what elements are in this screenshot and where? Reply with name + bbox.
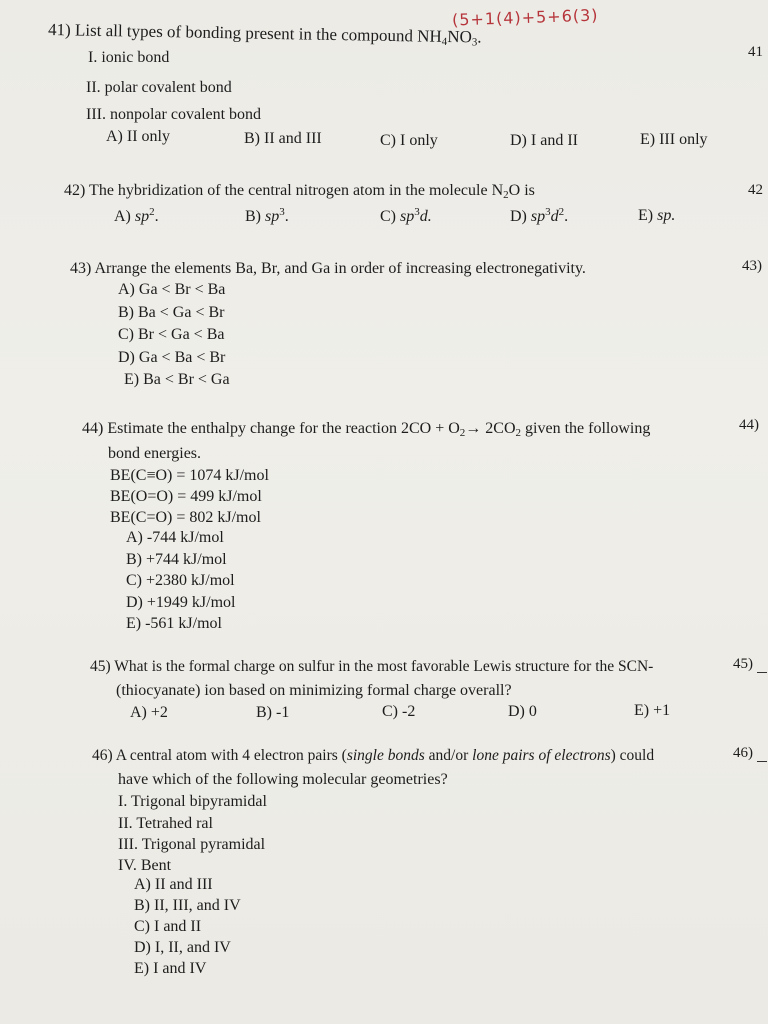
q45-margin-text: 45) xyxy=(733,656,753,672)
q46-choice-a: A) II and III xyxy=(134,876,213,893)
q42-b-tail: . xyxy=(284,208,289,225)
q46-stem-italic-1: single bonds xyxy=(346,747,425,764)
q46-stem-a: A central atom with 4 electron pairs ( xyxy=(115,747,347,764)
q46-item-1: I. Trigonal bipyramidal xyxy=(118,793,267,810)
q42-c-base: sp xyxy=(400,208,415,225)
q46-choice-b: B) II, III, and IV xyxy=(134,897,241,914)
q46-choice-d: D) I, II, and IV xyxy=(134,939,231,956)
q46-answer-blank[interactable] xyxy=(757,749,767,762)
q44-energy-3: BE(C=O) = 802 kJ/mol xyxy=(110,509,261,526)
q43-choice-a: A) Ga < Br < Ba xyxy=(118,281,226,298)
q42-stem xyxy=(64,181,535,205)
q44-sub1: 2 xyxy=(459,427,466,439)
q41-item-1: I. ionic bond xyxy=(88,49,170,66)
q43-stem-text: Arrange the elements Ba, Br, and Ga in order of increasing electronegativity. xyxy=(94,260,586,277)
q41-item-2: II. polar covalent bond xyxy=(86,79,232,96)
q45-choice-d: D) 0 xyxy=(508,703,537,720)
q42-d-tail: d xyxy=(550,208,559,225)
q43-choice-c: C) Br < Ga < Ba xyxy=(118,326,225,343)
q42-a-sup: 2 xyxy=(149,206,155,218)
q42-c-tail: d. xyxy=(419,208,432,225)
q46-item-4: IV. Bent xyxy=(118,857,172,874)
q41-margin-number: 41 xyxy=(748,44,763,60)
q45-answer-blank[interactable] xyxy=(757,660,767,673)
q44-energy-2: BE(O=O) = 499 kJ/mol xyxy=(110,488,262,505)
q44-choice-a: A) -744 kJ/mol xyxy=(126,529,224,546)
q42-c-letter: C) xyxy=(380,208,396,225)
q42-b-base: sp xyxy=(265,208,280,225)
q44-stem-a: Estimate the enthalpy change for the reaction 2CO + O xyxy=(107,420,460,437)
q46-stem-b: and/or xyxy=(424,747,473,764)
q41-choice-e: E) III only xyxy=(640,131,708,148)
q41-stem-text: List all types of bonding present in the compound NH xyxy=(74,20,442,46)
q42-choice-b xyxy=(245,206,289,226)
q42-sub: 2 xyxy=(503,189,509,201)
q41-number: 41) xyxy=(47,20,71,40)
q45-choice-c: C) -2 xyxy=(382,703,416,720)
q44-choice-c: C) +2380 kJ/mol xyxy=(126,572,235,589)
q42-choice-d xyxy=(510,206,568,226)
q42-choice-c xyxy=(380,206,432,226)
q44-stem-line2: bond energies. xyxy=(108,445,202,462)
q42-stem-text: The hybridization of the central nitrogen atom in the molecule N xyxy=(89,182,504,199)
q43-number: 43) xyxy=(70,260,92,277)
q45-choice-e: E) +1 xyxy=(634,702,671,719)
q46-stem-c: ) could xyxy=(610,747,655,764)
q42-stem-end: O is xyxy=(508,182,535,199)
q46-margin-number xyxy=(733,745,767,762)
q42-choice-a xyxy=(114,206,159,226)
q46-item-3: III. Trigonal pyramidal xyxy=(118,836,266,853)
q43-choice-b: B) Ba < Ga < Br xyxy=(118,304,225,321)
q41-choice-b: B) II and III xyxy=(244,130,322,147)
q42-c-sup: 3 xyxy=(414,206,420,218)
q42-b-letter: B) xyxy=(245,208,261,225)
q42-d-end: . xyxy=(564,208,569,225)
q42-e-base: sp. xyxy=(657,207,676,224)
q41-choice-c: C) I only xyxy=(380,132,438,149)
q42-a-base: sp xyxy=(134,208,150,225)
q44-stem-c: given the following xyxy=(521,420,651,437)
q43-choice-e: E) Ba < Br < Ga xyxy=(124,371,230,388)
q45-choice-b: B) -1 xyxy=(256,704,290,721)
q42-choice-e xyxy=(638,207,675,225)
q42-d-base: sp xyxy=(530,208,546,225)
q46-stem-italic-2: lone pairs of electrons xyxy=(472,747,611,764)
q42-e-letter: E) xyxy=(638,207,654,224)
q46-stem-line1 xyxy=(92,746,654,766)
q46-choice-c: C) I and II xyxy=(134,918,202,935)
q41-choice-a: A) II only xyxy=(106,128,170,145)
q46-choice-e: E) I and IV xyxy=(134,960,207,977)
q45-stem-line2: (thiocyanate) ion based on minimizing formal charge overall? xyxy=(116,682,512,699)
q44-stem-line1 xyxy=(82,419,650,443)
q42-b-sup: 3 xyxy=(279,206,285,218)
q41-choice-d: D) I and II xyxy=(510,132,578,149)
q44-number: 44) xyxy=(82,420,104,437)
q44-choice-e: E) -561 kJ/mol xyxy=(126,615,222,632)
q43-stem xyxy=(70,259,586,279)
q42-d-sup2: 2 xyxy=(558,206,565,218)
q44-energy-1: BE(C≡O) = 1074 kJ/mol xyxy=(110,467,269,484)
q41-item-3: III. nonpolar covalent bond xyxy=(86,106,262,123)
q44-stem-b: 2CO xyxy=(481,420,516,437)
handwritten-annotation: (5+1(4)+5+6(3) xyxy=(451,5,599,30)
q43-margin-number: 43) xyxy=(742,258,762,274)
q42-margin-number: 42 xyxy=(748,182,763,198)
q45-stem-line1 xyxy=(90,657,653,677)
q45-choice-a: A) +2 xyxy=(130,704,168,721)
q44-margin-number: 44) xyxy=(739,417,759,433)
q42-a-letter: A) xyxy=(114,208,131,225)
q42-a-tail: . xyxy=(154,208,159,225)
q42-d-sup: 3 xyxy=(545,206,551,218)
q46-number: 46) xyxy=(92,747,113,764)
q43-choice-d: D) Ga < Ba < Br xyxy=(118,349,226,366)
q42-number: 42) xyxy=(64,182,86,199)
q45-margin-number xyxy=(733,656,767,673)
q41-mid: NO xyxy=(447,26,473,47)
q44-arrow: → xyxy=(465,420,482,437)
q45-stem-text: What is the formal charge on sulfur in the most favorable Lewis structure for the SCN- xyxy=(114,658,654,675)
q44-choice-b: B) +744 kJ/mol xyxy=(126,551,227,568)
q44-sub2: 2 xyxy=(515,427,522,439)
q41-sub1: 4 xyxy=(441,35,448,48)
q46-item-2: II. Tetrahed ral xyxy=(118,815,213,832)
q46-stem-line2: have which of the following molecular geometries? xyxy=(118,771,448,788)
q46-margin-text: 46) xyxy=(733,745,753,761)
q41-end: . xyxy=(477,27,482,47)
q42-d-letter: D) xyxy=(510,208,527,225)
q45-number: 45) xyxy=(90,658,111,675)
q41-sub2: 3 xyxy=(471,36,478,49)
q44-choice-d: D) +1949 kJ/mol xyxy=(126,594,236,611)
